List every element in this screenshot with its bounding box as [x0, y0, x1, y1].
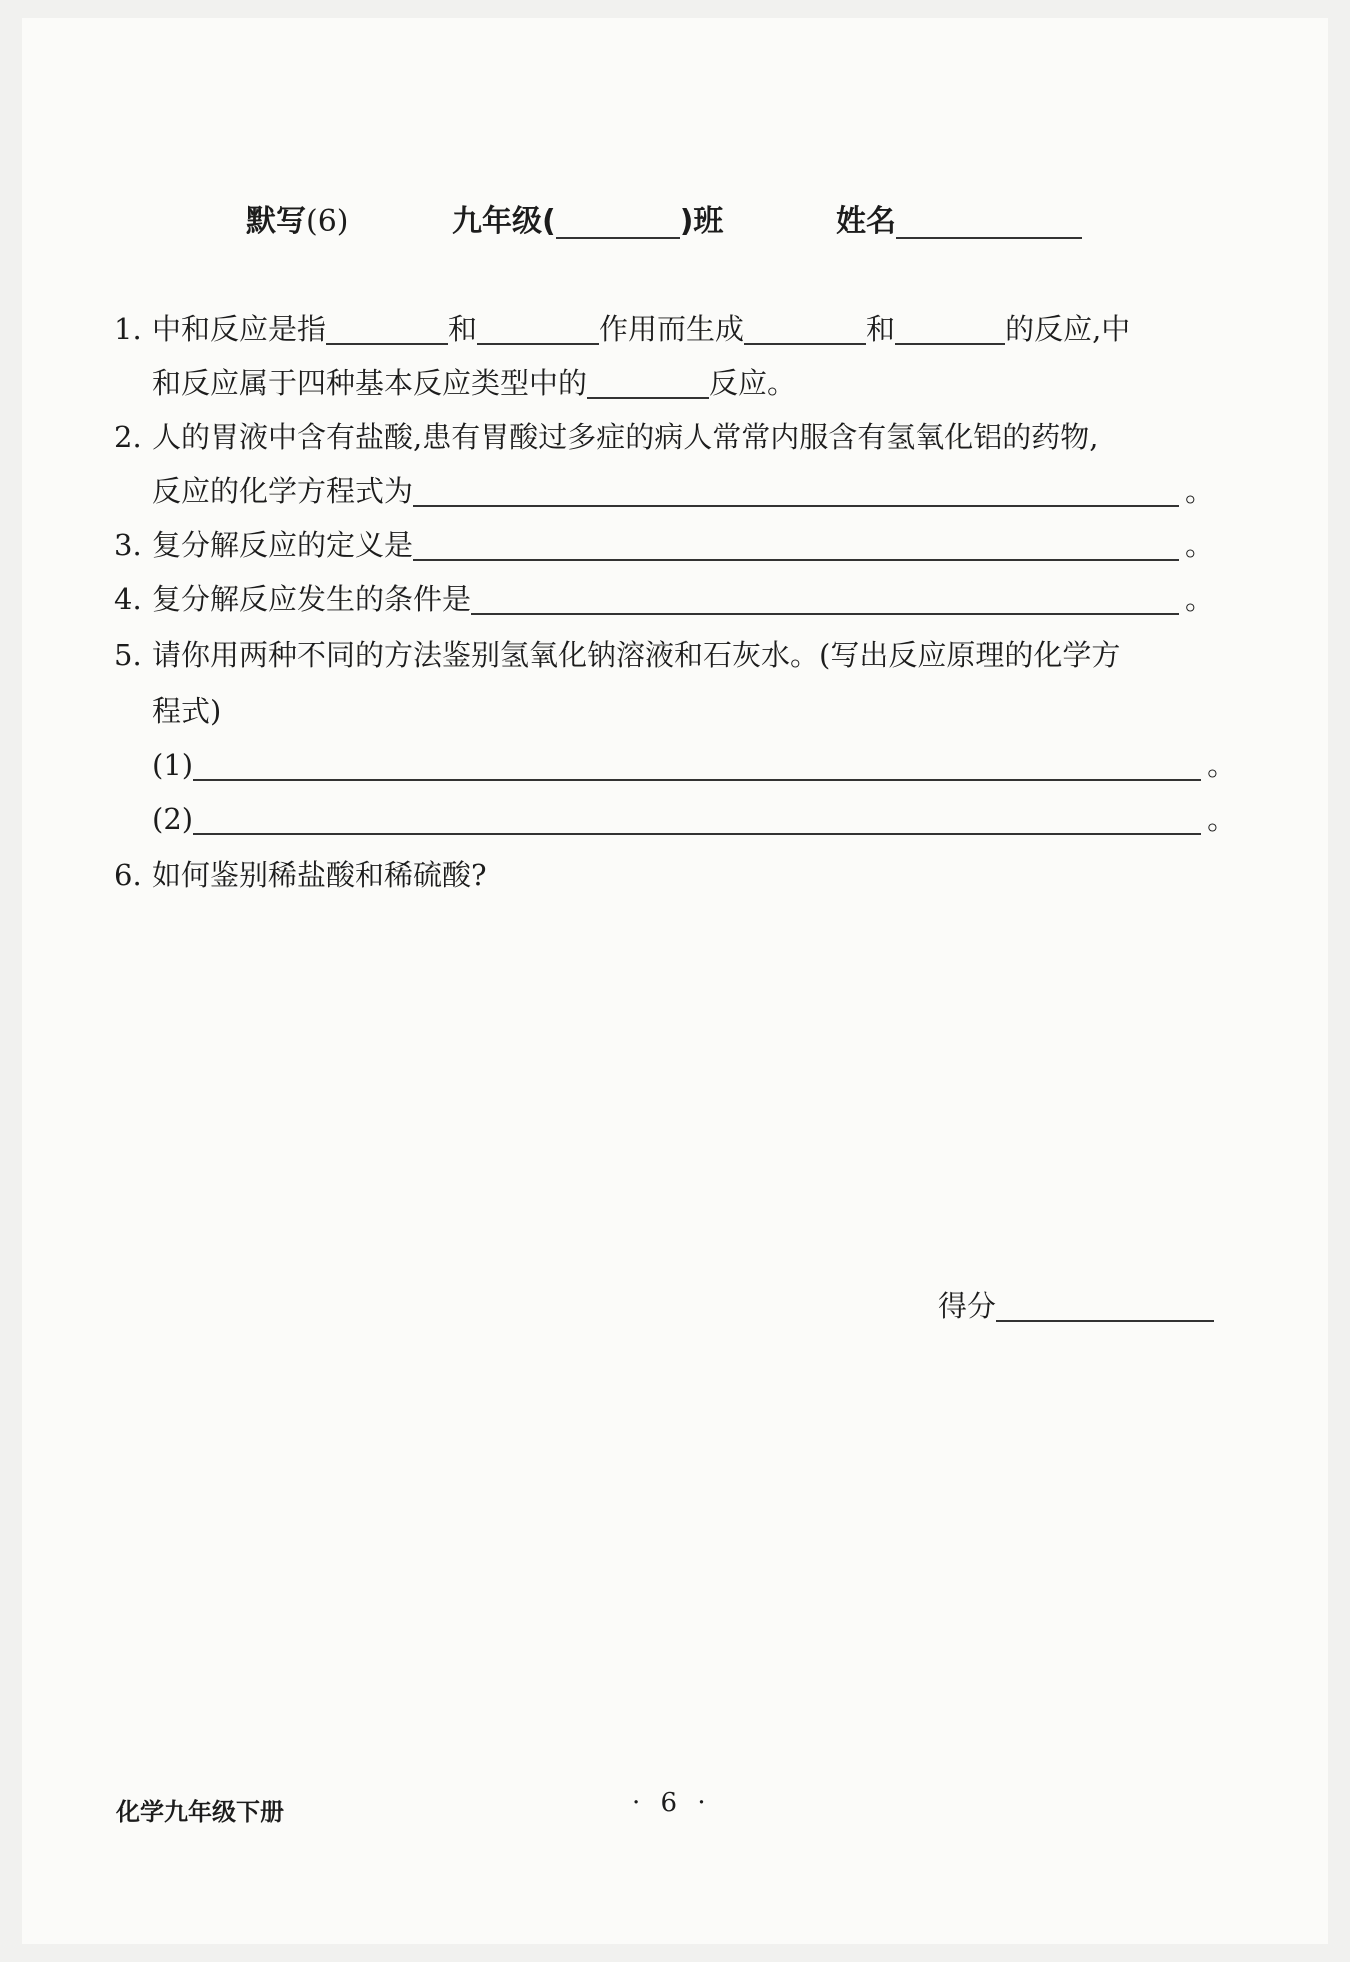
q5-text-continued: 程式) [152, 694, 222, 728]
question-6-number: 6. [114, 858, 142, 892]
header-title [246, 196, 349, 240]
question-2-number: 2. [114, 420, 142, 454]
q5-sub-2-end-mark: 。 [1207, 802, 1237, 836]
score-blank[interactable] [996, 1286, 1214, 1322]
question-4-number: 4. [114, 582, 142, 616]
q2-end-mark: 。 [1185, 474, 1215, 508]
question-1-line-2 [152, 356, 796, 410]
score-field [938, 1284, 1214, 1325]
q1-text-d: 和 [866, 312, 896, 346]
question-1-line-1 [114, 302, 1130, 356]
q5-sub-1-end-mark: 。 [1207, 748, 1237, 782]
q1-text-g: 反应。 [709, 366, 797, 400]
title-number: (6) [306, 204, 349, 239]
q1-text-f: 和反应属于四种基本反应类型中的 [152, 366, 588, 400]
header-name [836, 196, 1082, 240]
q1-blank-3[interactable] [744, 309, 866, 345]
footer-page-number: · 6 · [632, 1788, 712, 1818]
question-5-sub-2 [152, 792, 1236, 846]
q2-answer-blank[interactable] [413, 471, 1179, 507]
q6-text: 如何鉴别稀盐酸和稀硫酸? [152, 858, 487, 892]
q5-sub-1-blank[interactable] [193, 745, 1201, 781]
q4-end-mark: 。 [1185, 582, 1215, 616]
question-3 [114, 518, 1214, 572]
q1-blank-5[interactable] [587, 363, 709, 399]
question-2-line-2 [152, 464, 1214, 518]
title-text: 默写 [246, 204, 306, 239]
q2-text: 人的胃液中含有盐酸,患有胃酸过多症的病人常常内服含有氢氧化铝的药物, [152, 420, 1099, 454]
q2-prompt: 反应的化学方程式为 [152, 474, 414, 508]
question-5-line-1 [114, 628, 1120, 682]
question-1-number: 1. [114, 312, 142, 346]
worksheet-header [0, 196, 1350, 246]
score-label: 得分 [938, 1289, 997, 1323]
question-2-line-1 [114, 410, 1098, 464]
name-label: 姓名 [836, 204, 896, 239]
q5-sub-2-label: (2) [152, 802, 194, 836]
q1-blank-1[interactable] [326, 309, 448, 345]
q1-text-e: 的反应,中 [1005, 312, 1131, 346]
question-6 [114, 848, 487, 902]
class-suffix: )班 [679, 204, 724, 239]
question-5-line-2 [152, 684, 221, 738]
q3-answer-blank[interactable] [413, 525, 1179, 561]
q1-blank-2[interactable] [477, 309, 599, 345]
q1-text-b: 和 [448, 312, 478, 346]
header-class [452, 196, 723, 240]
q3-text: 复分解反应的定义是 [152, 528, 414, 562]
footer-book-title: 化学九年级下册 [116, 1798, 284, 1826]
q5-text: 请你用两种不同的方法鉴别氢氧化钠溶液和石灰水。(写出反应原理的化学方 [152, 638, 1121, 672]
q1-blank-4[interactable] [895, 309, 1005, 345]
q5-sub-2-blank[interactable] [193, 799, 1201, 835]
question-5-number: 5. [114, 638, 142, 672]
q1-text-a: 中和反应是指 [152, 312, 327, 346]
q4-answer-blank[interactable] [471, 579, 1179, 615]
class-blank[interactable] [556, 204, 680, 239]
name-blank[interactable] [896, 204, 1082, 239]
q1-text-c: 作用而生成 [599, 312, 745, 346]
question-4 [114, 572, 1214, 626]
grade-label: 九年级( [452, 204, 556, 239]
question-3-number: 3. [114, 528, 142, 562]
q3-end-mark: 。 [1185, 528, 1215, 562]
q5-sub-1-label: (1) [152, 748, 194, 782]
q4-text: 复分解反应发生的条件是 [152, 582, 472, 616]
question-5-sub-1 [152, 738, 1236, 792]
